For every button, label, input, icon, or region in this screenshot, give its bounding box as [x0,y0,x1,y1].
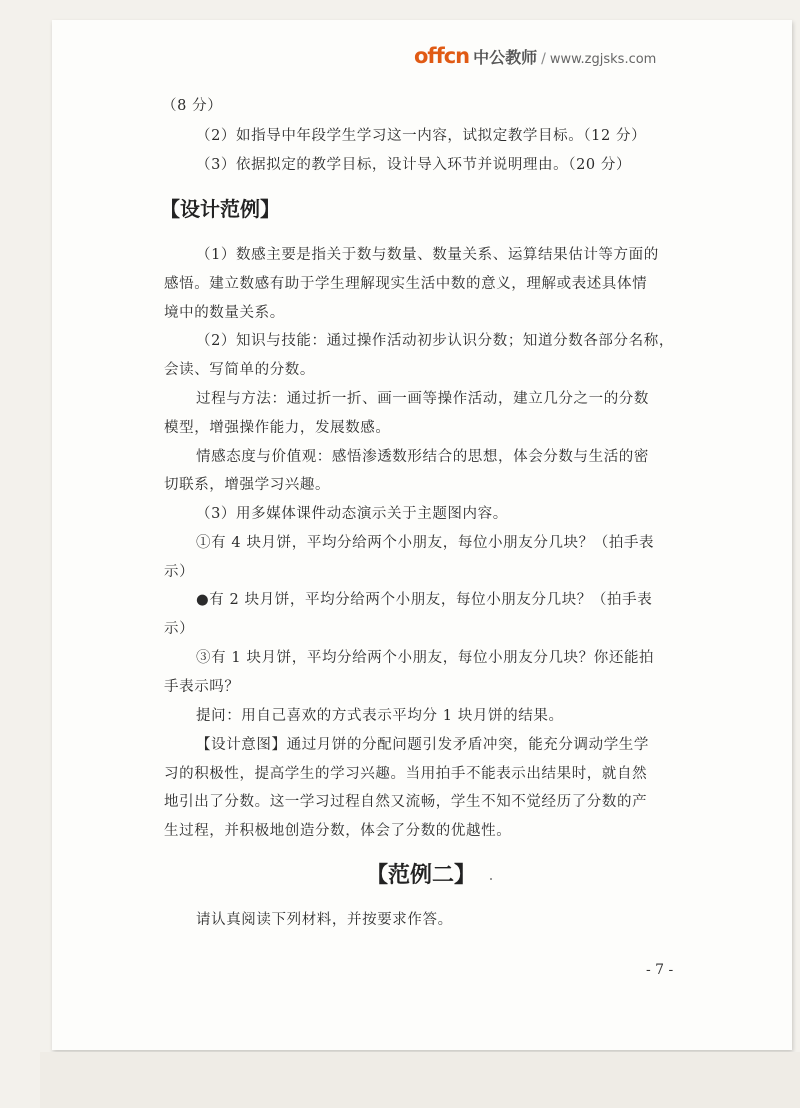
body-line: 示） [164,564,195,580]
body-line: 过程与方法：通过折一折、画一画等操作活动，建立几分之一的分数 [196,391,649,407]
body-line: （3）用多媒体课件动态演示关于主题图内容。 [196,506,508,522]
page-number: - 7 - [646,962,674,978]
body-line: 生过程，并积极地创造分数，体会了分数的优越性。 [164,823,512,839]
example-two-instruction: 请认真阅读下列材料，并按要求作答。 [196,912,453,928]
scan-bottom-margin [40,1052,800,1108]
body-line: 境中的数量关系。 [164,305,285,321]
question-score-tail: （8 分） [162,98,223,114]
example-two-heading: 【范例二】 [366,863,477,888]
question-3: （3）依据拟定的教学目标，设计导入环节并说明理由。（20 分） [196,157,632,173]
body-line: 示） [164,621,195,637]
body-line: （1）数感主要是指关于数与数量、数量关系、运算结果估计等方面的 [196,247,659,263]
body-line: （2）知识与技能：通过操作活动初步认识分数；知道分数各部分名称， [196,333,674,349]
body-line: ①有 4 块月饼，平均分给两个小朋友，每位小朋友分几块？（拍手表 [196,535,655,551]
body-line: 地引出了分数。这一学习过程自然又流畅，学生不知不觉经历了分数的产 [164,794,648,810]
question-2: （2）如指导中年段学生学习这一内容，试拟定教学目标。（12 分） [196,128,647,144]
body-line: 模型，增强操作能力，发展数感。 [164,420,391,436]
body-line: 会读、写简单的分数。 [164,362,315,378]
design-example-heading: 【设计范例】 [160,197,280,221]
logo-url: www.zgjsks.com [549,52,657,67]
body-line: ③有 1 块月饼，平均分给两个小朋友，每位小朋友分几块？你还能拍 [196,650,655,666]
design-intent-line: 【设计意图】通过月饼的分配问题引发矛盾冲突，能充分调动学生学 [196,737,649,753]
logo-brand-name: 中公教师 [473,48,538,67]
body-line: 情感态度与价值观：感悟渗透数形结合的思想，体会分数与生活的密 [196,449,649,465]
offcn-logo [414,44,656,68]
body-line: ●有 2 块月饼，平均分给两个小朋友，每位小朋友分几块？（拍手表 [196,592,653,608]
body-line: 习的积极性，提高学生的学习兴趣。当用拍手不能表示出结果时，就自然 [164,766,648,782]
body-line: 感悟。建立数感有助于学生理解现实生活中数的意义，理解或表述具体情 [164,276,648,292]
scan-speck [490,878,492,880]
body-line: 提问：用自己喜欢的方式表示平均分 1 块月饼的结果。 [196,708,564,724]
logo-mark: offcn [414,44,470,68]
logo-separator: / [541,51,546,67]
body-line: 手表示吗？ [164,679,240,695]
body-line: 切联系，增强学习兴趣。 [164,477,331,493]
